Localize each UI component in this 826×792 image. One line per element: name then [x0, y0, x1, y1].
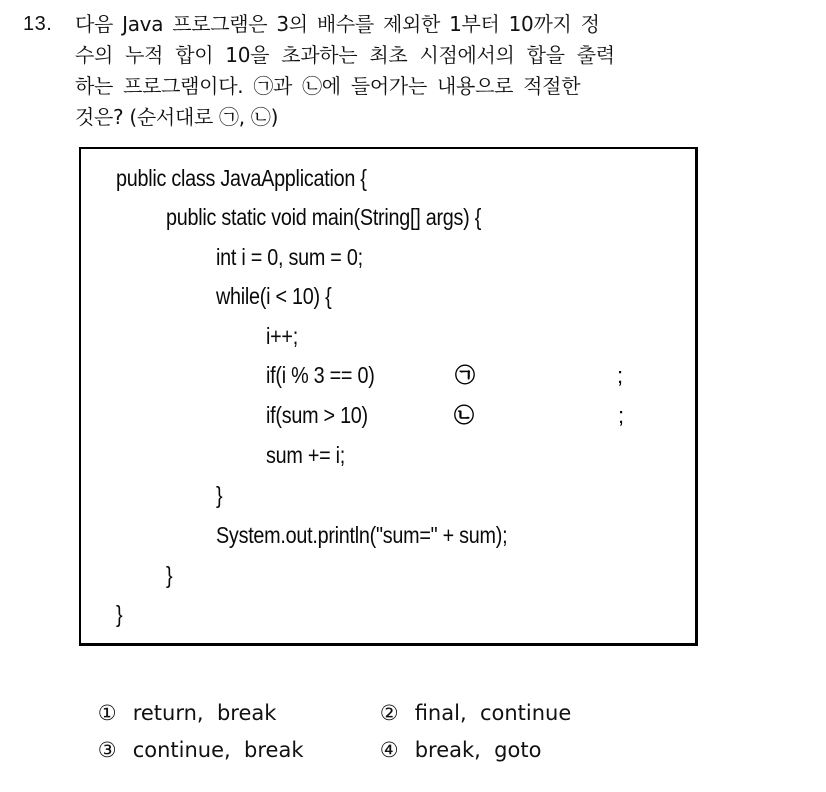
option-number: ④ — [379, 738, 399, 762]
option-number: ③ — [97, 738, 117, 762]
code-line-class-decl: public class JavaApplication { — [116, 165, 367, 191]
code-line-println: System.out.println("sum=" + sum); — [216, 522, 508, 548]
answer-option-3[interactable] — [71, 708, 304, 792]
semicolon: ; — [617, 363, 624, 388]
code-line-var-init: int i = 0, sum = 0; — [216, 244, 363, 270]
code-line-while: while(i < 10) { — [216, 283, 332, 309]
answer-option-4[interactable] — [353, 708, 541, 792]
question-text-line: 다음 Java 프로그램은 3의 배수를 제외한 1부터 10까지 정 — [75, 12, 600, 36]
question-number: 13. — [23, 13, 53, 35]
code-line-sum-add: sum += i; — [266, 442, 346, 468]
option-text: continue, break — [132, 738, 304, 762]
option-text: return, break — [132, 701, 277, 725]
code-line-main-decl: public static void main(String[] args) { — [166, 204, 482, 230]
option-number: ① — [97, 701, 117, 725]
code-line-while-close: } — [216, 482, 223, 508]
code-listing — [79, 147, 698, 646]
question-text-line: 수의 누적 합이 10을 초과하는 최초 시점에서의 합을 출력 — [75, 43, 615, 67]
code-line-if-mod: if(i % 3 == 0) — [266, 362, 375, 388]
option-text: final, continue — [414, 701, 572, 725]
question-text-line: 하는 프로그램이다. ㉠과 ㉡에 들어가는 내용으로 적절한 — [75, 74, 581, 98]
blank-a-marker: ㉠ — [455, 363, 475, 387]
code-line-class-close: } — [116, 601, 123, 627]
code-line-if-sum: if(sum > 10) — [266, 402, 368, 428]
option-number: ② — [379, 701, 399, 725]
option-text: break, goto — [414, 738, 542, 762]
blank-b-marker: ㉡ — [454, 403, 474, 427]
code-line-increment: i++; — [266, 323, 298, 349]
question-text-line: 것은? (순서대로 ㉠, ㉡) — [75, 105, 279, 129]
code-line-main-close: } — [166, 562, 173, 588]
semicolon: ; — [618, 403, 625, 428]
